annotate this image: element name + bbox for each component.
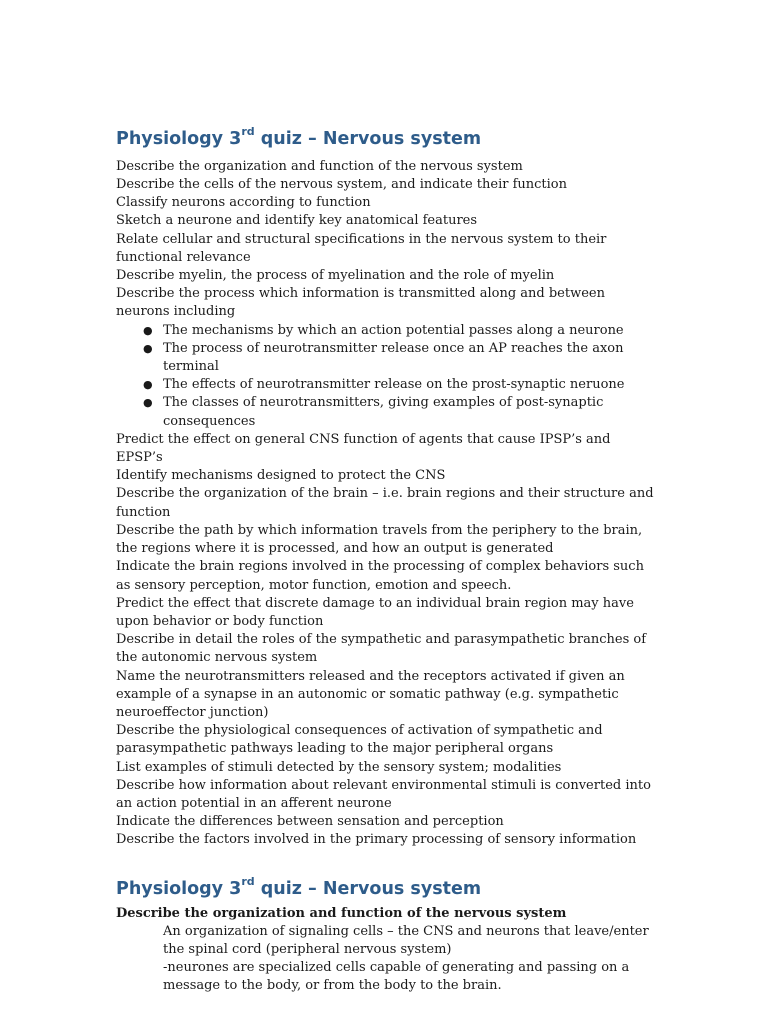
heading-prefix: Physiology 3	[116, 128, 242, 149]
objective-line: Describe the organization and function of the nervous system	[116, 158, 523, 174]
objective-line: Identify mechanisms designed to protect the CNS	[116, 468, 446, 484]
list-item	[116, 340, 656, 376]
heading-suffix: quiz – Nervous system	[254, 878, 482, 899]
section-2	[116, 874, 656, 996]
list-item-text: The effects of neurotransmitter release on the prost-synaptic neruone	[163, 377, 625, 393]
section-2-heading	[116, 874, 656, 899]
objective-line: Describe the organization of the brain – i.e. brain regions and their structure and function	[116, 486, 654, 520]
objective-line: Describe the cells of the nervous system, and indicate their function	[116, 177, 568, 193]
objective-line: Describe the process which information is transmitted along and between neurons including	[116, 286, 605, 320]
objective-line: Name the neurotransmitters released and the receptors activated if given an example of a synapse in an autonomic or somatic pathway (e.g. sympathetic neuroeffector junction)	[116, 668, 625, 720]
objective-line: Indicate the brain regions involved in the processing of complex behaviors such as sensory perception, motor function, emotion and speech.	[116, 559, 644, 593]
answer-paragraph: An organization of signaling cells – the CNS and neurons that leave/enter the spinal cord (peripheral nervous system)	[163, 923, 649, 958]
bullet-icon: ●	[143, 378, 153, 392]
list-item-text: The mechanisms by which an action potential passes along a neurone	[163, 322, 624, 338]
section-2-subheading: Describe the organization and function of the nervous system	[116, 905, 567, 921]
objective-line: Describe in detail the roles of the sympathetic and parasympathetic branches of the autonomic nervous system	[116, 632, 647, 666]
objective-line: Describe how information about relevant environmental stimuli is converted into an action potential in an afferent neurone	[116, 777, 651, 811]
bullet-icon: ●	[143, 323, 153, 337]
section-1-heading	[116, 124, 656, 149]
list-item-text: The classes of neurotransmitters, giving examples of post-synaptic consequences	[163, 395, 604, 429]
objective-line: Describe myelin, the process of myelination and the role of myelin	[116, 268, 555, 284]
objective-line: Relate cellular and structural specifications in the nervous system to their functional relevance	[116, 231, 607, 265]
list-item-text: The process of neurotransmitter release once an AP reaches the axon terminal	[163, 340, 624, 375]
bullet-icon: ●	[143, 396, 153, 410]
section-1	[116, 124, 656, 850]
heading-superscript: rd	[241, 125, 255, 138]
bullet-icon: ●	[143, 341, 153, 355]
objective-line: Indicate the differences between sensation and perception	[116, 814, 504, 830]
list-item	[116, 394, 656, 430]
objective-line: Predict the effect that discrete damage to an individual brain region may have upon behavior or body function	[116, 595, 634, 629]
objective-line: Sketch a neurone and identify key anatomical features	[116, 213, 478, 229]
heading-suffix: quiz – Nervous system	[254, 128, 482, 149]
answer-paragraph: -neurones are specialized cells capable of generating and passing on a message to the body, or from the body to the brain.	[163, 960, 630, 994]
heading-superscript: rd	[241, 875, 255, 888]
heading-prefix: Physiology 3	[116, 878, 242, 899]
objective-line: Describe the factors involved in the primary processing of sensory information	[116, 832, 637, 848]
objective-line: List examples of stimuli detected by the sensory system; modalities	[116, 759, 562, 775]
objective-line: Describe the path by which information travels from the periphery to the brain, the regions where it is processed, and how an output is generated	[116, 522, 643, 557]
objective-line: Describe the physiological consequences of activation of sympathetic and parasympathetic pathways leading to the major peripheral organs	[116, 723, 603, 757]
list-item	[116, 322, 656, 340]
sub-objectives-list	[116, 322, 656, 431]
list-item	[116, 376, 656, 394]
objective-line: Predict the effect on general CNS function of agents that cause IPSP’s and EPSP’s	[116, 431, 611, 466]
objective-line: Classify neurons according to function	[116, 195, 371, 211]
